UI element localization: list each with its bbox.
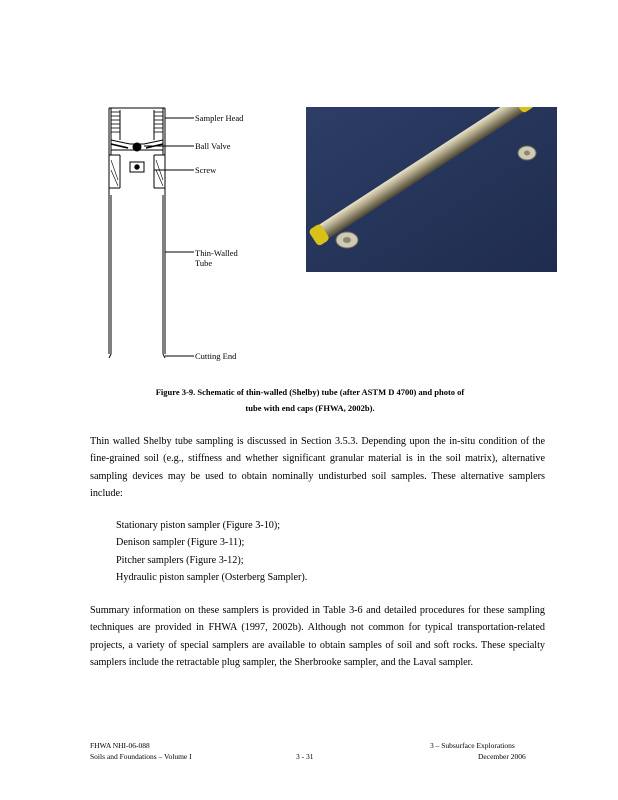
label-screw: Screw	[195, 165, 217, 175]
footer-chapter: 3 – Subsurface Explorations	[430, 741, 515, 750]
shelby-tube-schematic	[100, 100, 200, 365]
footer-date: December 2006	[478, 752, 526, 761]
figure-caption-line2: tube with end caps (FHWA, 2002b).	[245, 403, 375, 413]
label-thin-walled: Thin-Walled	[195, 248, 238, 258]
paragraph-summary: Summary information on these samplers is provided in Table 3-6 and detailed procedures for these sampling techniques are provided in FHWA (1997, 2002b). Although not common for typical transportation-related projects, a variety of special samplers are available to obtain samples of soil and soft rocks. These specialty samplers include the retractable plug sampler, the Sherbrooke sampler, and the Laval sampler.	[90, 605, 545, 669]
label-ball-valve: Ball Valve	[195, 141, 231, 151]
list-item-text: Stationary piston sampler (Figure 3-10);	[116, 520, 281, 531]
list-item	[106, 534, 307, 551]
footer-doc-title: Soils and Foundations – Volume I	[90, 752, 192, 761]
footer-doc-number: FHWA NHI-06-088	[90, 741, 150, 750]
list-item	[106, 517, 307, 534]
footer-page-number: 3 - 31	[296, 752, 314, 761]
tube-photo-illustration	[306, 107, 557, 272]
paragraph-shelby-sampling: Thin walled Shelby tube sampling is discussed in Section 3.5.3. Depending upon the in-situ condition of the fine-grained soil (e.g., stiffness and whether significant granular material is in the soil matrix), alternative sampling devices may be used to obtain nominally undisturbed soil samples. These alternative samplers include:	[90, 436, 545, 500]
list-item-text: Pitcher samplers (Figure 3-12);	[116, 554, 244, 566]
label-sampler-head: Sampler Head	[195, 113, 244, 123]
list-item	[106, 569, 307, 586]
alternative-samplers-list	[106, 517, 307, 587]
tube-photo	[306, 107, 557, 272]
list-item-text: Denison sampler (Figure 3-11);	[116, 537, 245, 549]
list-item	[106, 552, 307, 569]
list-item-text: Hydraulic piston sampler (Osterberg Sampler).	[116, 572, 308, 584]
label-cutting-end: Cutting End	[195, 351, 237, 361]
figure-caption-line1: Figure 3-9. Schematic of thin-walled (Shelby) tube (after ASTM D 4700) and photo of	[155, 387, 465, 397]
label-tube: Tube	[195, 258, 213, 268]
